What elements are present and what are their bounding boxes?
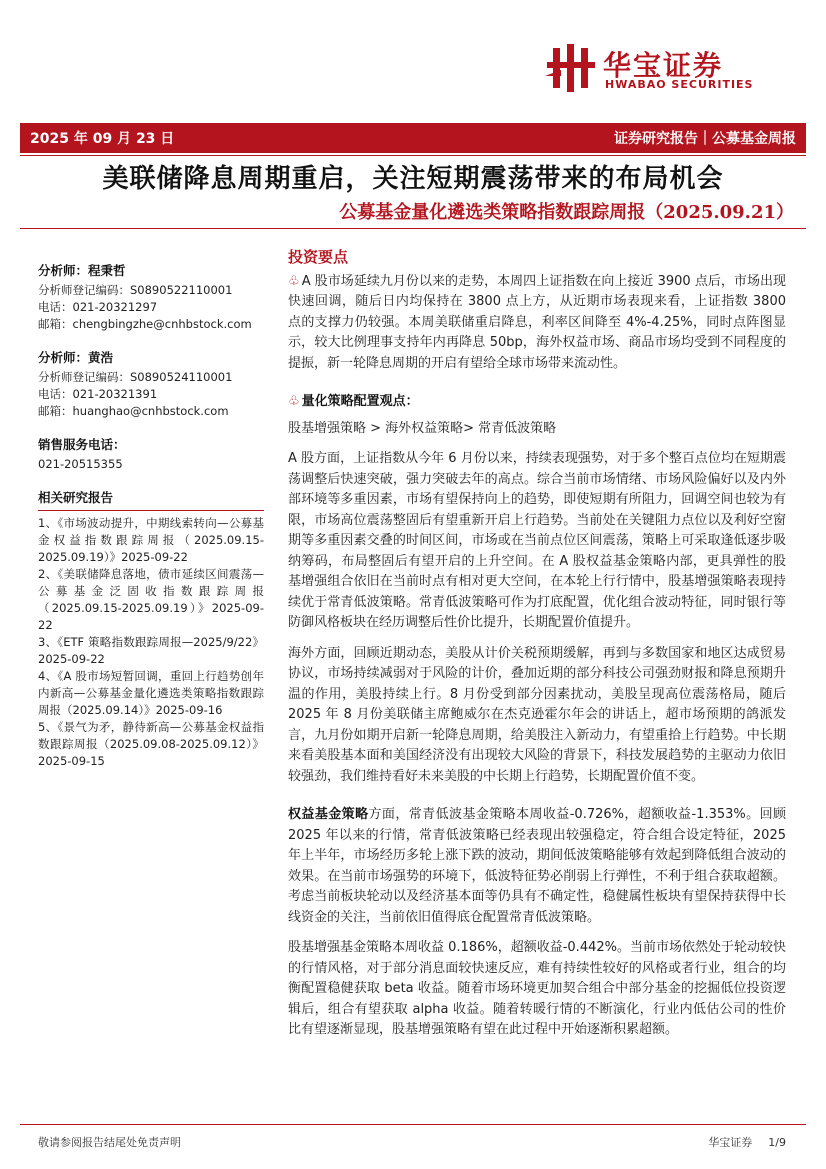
hwabao-logo-icon [545, 42, 597, 94]
main-content [288, 247, 786, 1051]
analyst-heading: 分析师：黄浩 [38, 350, 114, 365]
footer-divider [20, 1124, 806, 1125]
equity-label: 权益基金策略 [288, 807, 369, 822]
related-report-item[interactable]: 2、《美联储降息落地，债市延续区间震荡—公募基金泛固收指数跟踪周报（2025.09.15-2025.09.19）》2025-09-22 [38, 567, 264, 632]
overseas-paragraph: 海外方面，回顾近期动态，美股从计价关税预期缓解，再到与多数国家和地区达成贸易协议，市场持续减弱对于风险的计价，叠加近期的部分科技公司强劲财报和降息预期升温的作用，美股持续上行。8 月份受到部分因素扰动，美股呈现高位震荡格局，随后 2025 年 8 月份美联储主席鲍威尔在杰克逊霍尔年会的讲话上，超市场预期的鸽派发言，九月份如期开启新一轮降息周期，给美股注入新动力，有望重拾上行趋势。中长期来看美股基本面和美国经济没有出现较大风险的背景下，科技发展趋势的主驱动力依旧较强劲，我们维持看好未来美股的中长期上行趋势，长期配置价值不变。 [288, 645, 786, 784]
related-report-item[interactable]: 3、《ETF 策略指数跟踪周报—2025/9/22》2025-09-22 [38, 635, 264, 666]
analyst-email[interactable]: 邮箱：chengbingzhe@cnhbstock.com [38, 317, 252, 331]
quant-heading: ♧ 量化策略配置观点： [288, 394, 419, 409]
sales-heading: 销售服务电话： [38, 437, 126, 452]
analyst-reg: 分析师登记编码：S0890522110001 [38, 283, 233, 297]
related-divider [38, 510, 264, 511]
analyst-block [38, 349, 264, 420]
brand-name-en: HWABAO SECURITIES [605, 78, 754, 91]
clover-bullet-icon: ♧ [288, 273, 300, 289]
page-number: 1/9 [768, 1136, 786, 1149]
related-report-item[interactable]: 5、《景气为矛，静待新高—公募基金权益指数跟踪周报（2025.09.08-2025.09.12）》2025-09-15 [38, 720, 264, 768]
analyst-phone: 电话：021-20321391 [38, 387, 158, 401]
enhanced-paragraph: 股基增强基金策略本周收益 0.186%，超额收益-0.442%。当前市场依然处于轮动较快的行情风格，对于部分消息面较快速反应，难有持续性较好的风格或者行业，组合的均衡配置稳健获取 beta 收益。随着市场环境更加契合组合中部分基金的挖掘低位投资逻辑后，组合有望获取 alpha 收益。随着转暖行情的不断演化，行业内低估公司的性价比有望逐渐显现，股基增强策略有望在此过程中开始逐渐积累超额。 [288, 940, 786, 1037]
analyst-email[interactable]: 邮箱：huanghao@cnhbstock.com [38, 404, 229, 418]
analyst-reg: 分析师登记编码：S0890524110001 [38, 370, 233, 384]
sales-phone: 021-20515355 [38, 457, 123, 471]
footer-page-info [708, 1134, 786, 1150]
analyst-phone: 电话：021-20321297 [38, 300, 158, 314]
strategy-order: 股基增强策略 > 海外权益策略> 常青低波策略 [288, 420, 557, 436]
page-title: 美联储降息周期重启，关注短期震荡带来的布局机会 [102, 164, 724, 194]
brand-name-cn: 华宝证券 [603, 49, 724, 82]
footer-brand: 华宝证券 [708, 1136, 753, 1149]
report-date: 2025 年 09 月 23 日 [30, 131, 175, 147]
footer-disclaimer: 敬请参阅报告结尾处免责声明 [38, 1136, 181, 1149]
section-title: 投资要点 [288, 248, 349, 266]
analyst-block [38, 262, 264, 333]
brand-logo [545, 42, 781, 97]
summary-paragraph: ♧ A 股市场延续九月份以来的走势，本周四上证指数在向上接近 3900 点后，市场出现快速回调，随后日内均保持在 3800 点上方，从近期市场表现来看，上证指数 3800 点的支撑力仍较强。本周美联储重启降息，利率区间降至 4%-4.25%，同时点阵图显示，较大比例理事支持年内再降息 50bp，海外权益市场、商品市场均受到不同程度的提振，新一轮降息周期的开启有望给全球市场带来流动性。 [288, 273, 787, 371]
sidebar [38, 262, 264, 770]
title-divider [20, 228, 806, 229]
page-subtitle: 公募基金量化遴选类策略指数跟踪周报（2025.09.21） [339, 202, 794, 223]
a-share-paragraph: A 股方面，上证指数从今年 6 月份以来，持续表现强势，对于多个整百点位均在短期震荡调整后快速突破，强力突破去年的高点。综合当前市场情绪、市场风险偏好以及内外部环境等多重因素，市场有望保持向上的趋势，即使短期有所阻力，回调空间也较为有限，市场高位震荡整固后有望重新开启上行趋势。当前处在关键阻力点位以及利好空窗期等多重因素交叠的时间区间，市场或在当前点位区间震荡，策略上可采取逢低逐步吸纳筹码，布局整固后有望开启的上升空间。在 A 股权益基金策略内部，更具弹性的股基增强组合依旧在当前时点有相对更大空间，在本轮上行行情中，股基增强策略表现持续优于常青低波策略。常青低波策略可作为打底配置，优化组合波动特征，同时银行等防御风格板块在经历调整后性价比提升，长期配置价值提升。 [288, 451, 786, 630]
header-divider [20, 155, 806, 156]
clover-bullet-icon: ♧ [288, 394, 300, 409]
analyst-heading: 分析师：程秉哲 [38, 263, 126, 278]
related-reports-heading: 相关研究报告 [38, 490, 114, 505]
related-report-item[interactable]: 1、《市场波动提升，中期线索转向—公募基金权益指数跟踪周报（2025.09.15-2025.09.19）》2025-09-22 [38, 516, 264, 564]
related-report-item[interactable]: 4、《A 股市场短暂回调，重回上行趋势创年内新高—公募基金量化遴选类策略指数跟踪周报（2025.09.14）》2025-09-16 [38, 669, 264, 717]
equity-paragraph: 权益基金策略方面，常青低波基金策略本周收益-0.726%，超额收益-1.353%。回顾 2025 年以来的行情，常青低波策略已经表现出较强稳定，符合组合设定特征，2025 年上半年，市场经历多轮上涨下跌的波动，期间低波策略能够有效起到降低组合波动的效果。在当前市场强势的环境下，低波特征势必削弱上行弹性，不利于组合获取超额。考虑当前板块轮动以及经济基本面等仍具有不确定性，稳健属性板块有望保持获得中长线资金的关注，当前依旧值得底仓配置常青低波策略。 [288, 807, 786, 925]
report-category: 证券研究报告｜公募基金周报 [614, 131, 796, 147]
